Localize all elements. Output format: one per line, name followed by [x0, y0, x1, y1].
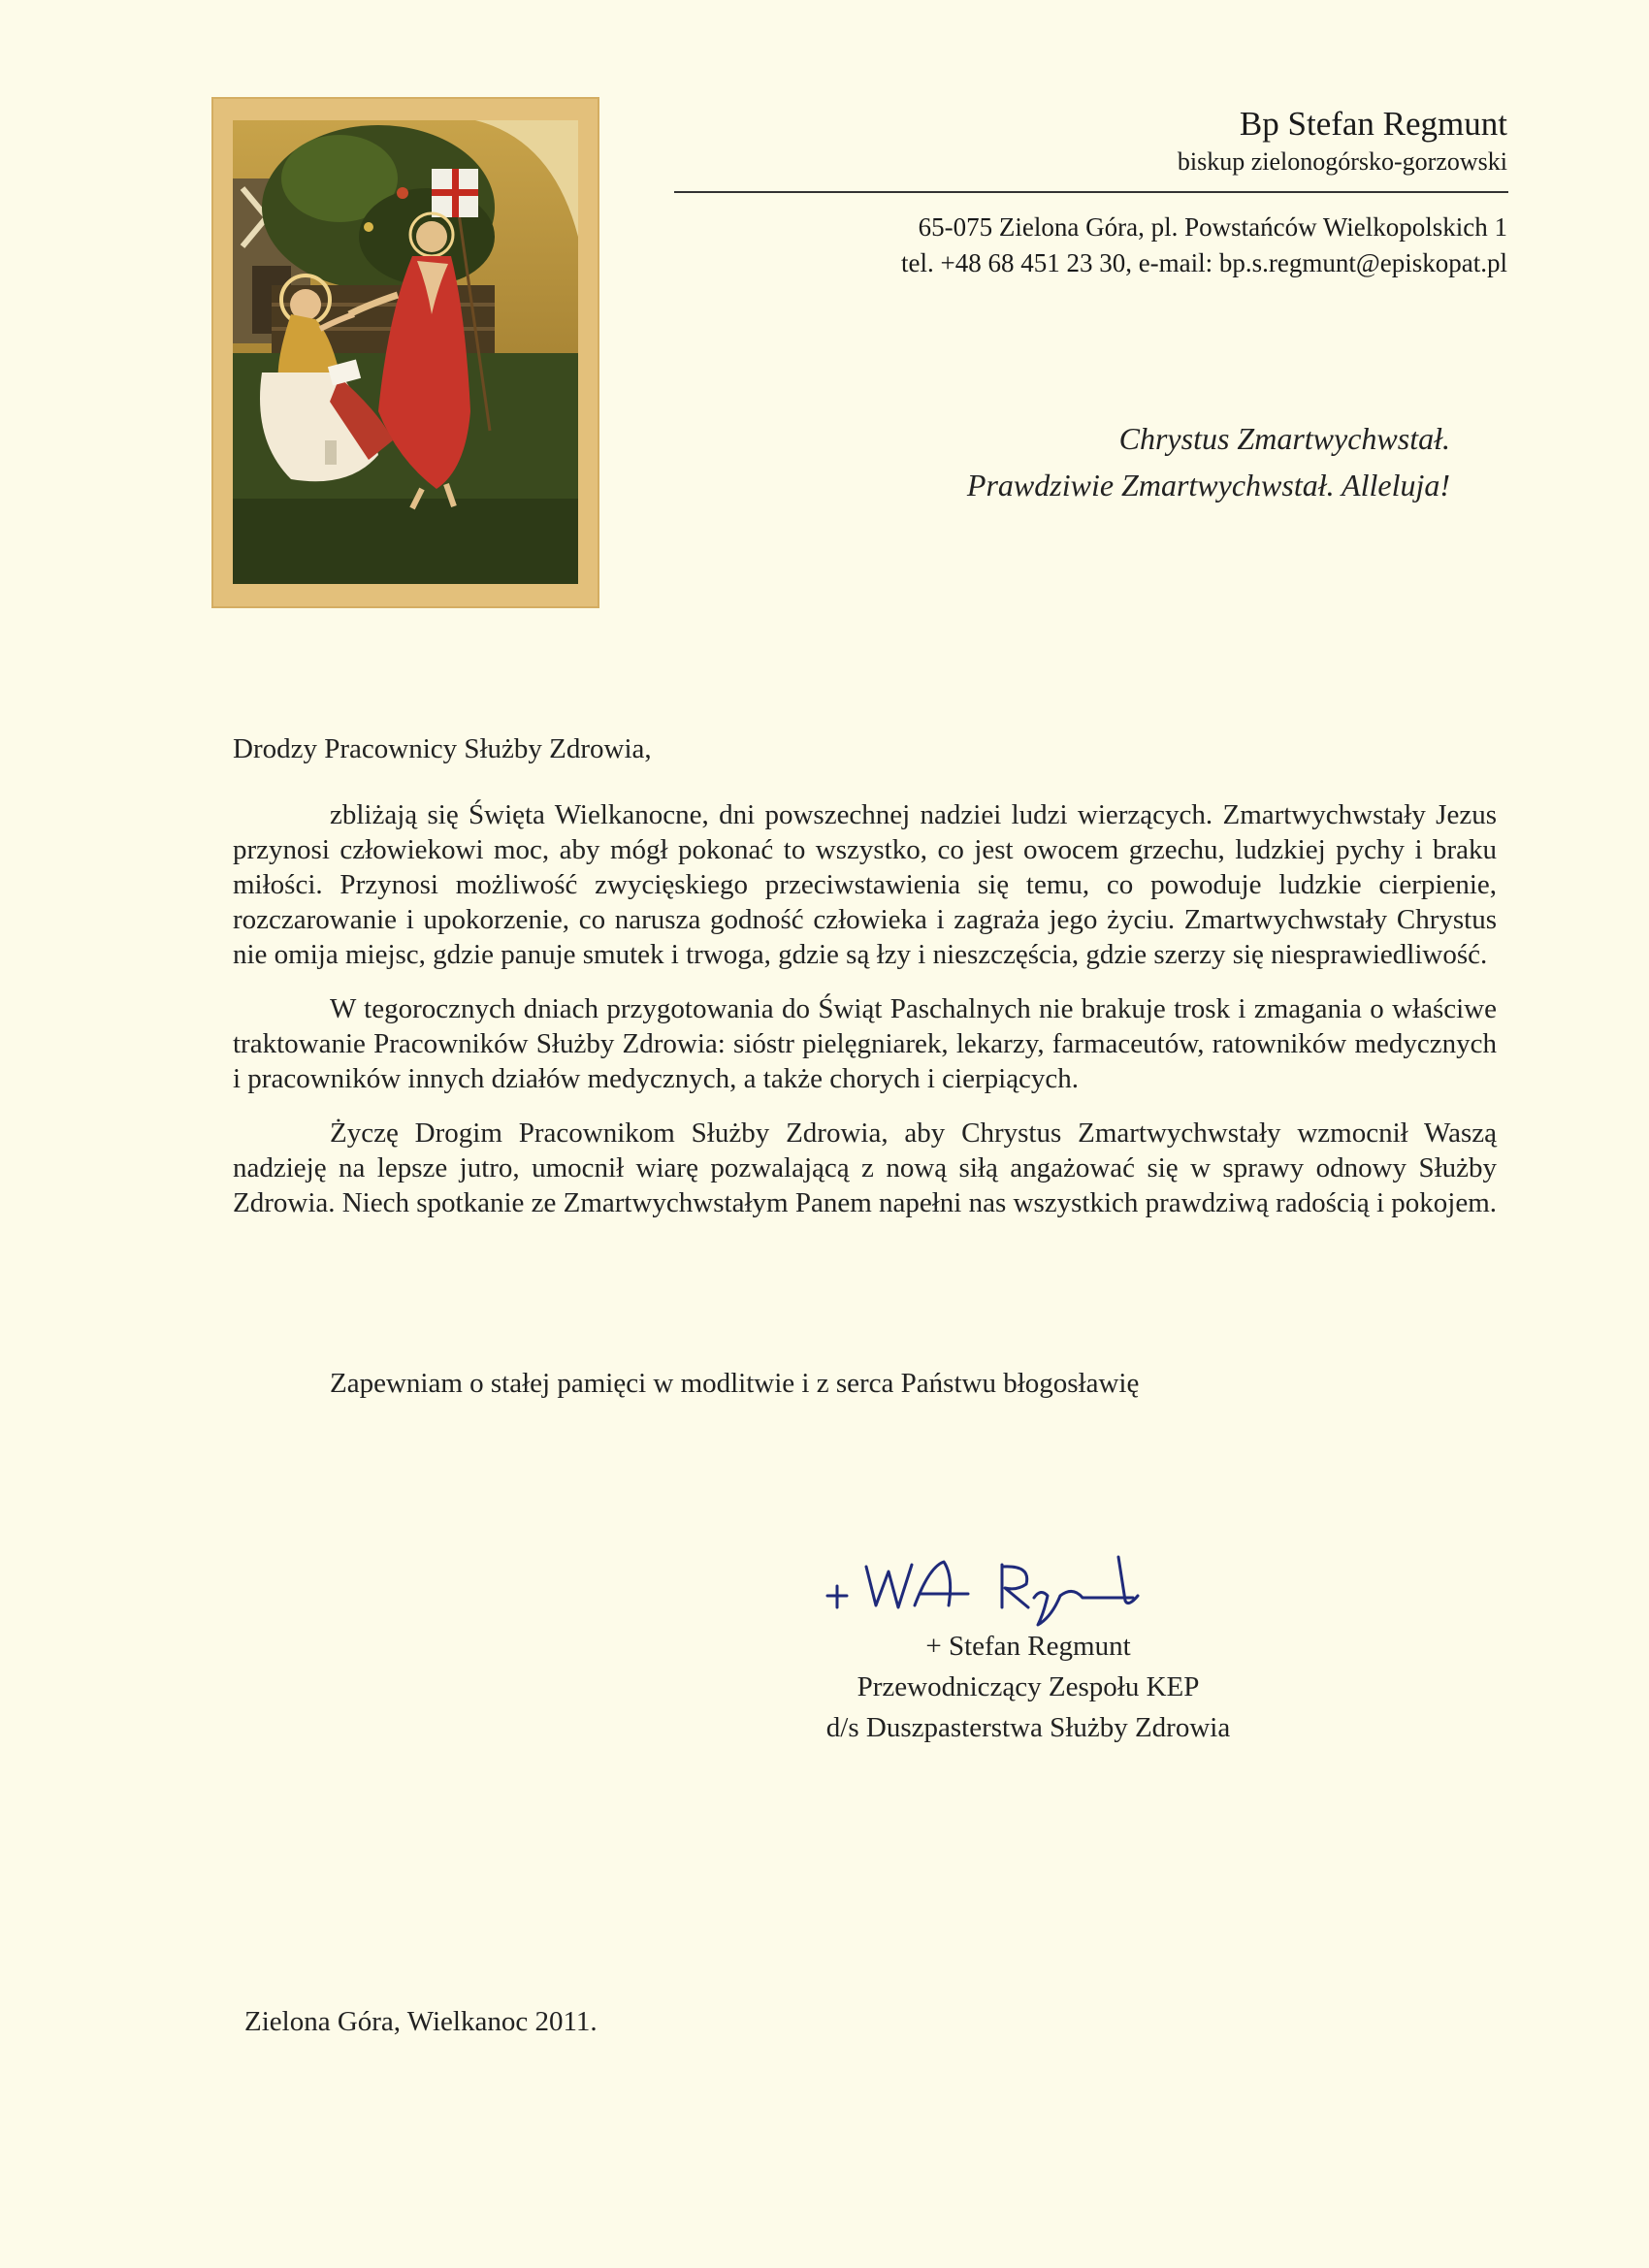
- letterhead-title: biskup zielonogórsko-gorzowski: [1177, 147, 1507, 176]
- resurrection-painting-image: [233, 120, 578, 584]
- letter-body: [233, 797, 1497, 1240]
- easter-greeting-line-1: Chrystus Zmartwychwstał.: [1118, 421, 1450, 456]
- salutation: Drodzy Pracownicy Służby Zdrowia,: [233, 733, 652, 764]
- signatory-role-1: Przewodniczący Zespołu KEP: [857, 1671, 1200, 1702]
- signature-block: [795, 1626, 1261, 1748]
- body-paragraph: Życzę Drogim Pracownikom Służby Zdrowia, aby Chrystus Zmartwychwstały wzmocnił Waszą nadzieję na lepsze jutro, umocnił wiarę pozwalającą z nową siłą angażować się w sprawy odnowy Służby Zdrowia. Niech spotkanie ze Zmartwychwstałym Panem napełni nas wszystkich prawdziwą radością i pokojem.: [233, 1118, 1498, 1218]
- signatory-role-2: d/s Duszpasterstwa Służby Zdrowia: [825, 1712, 1231, 1743]
- letterhead-contact-block: [901, 210, 1507, 281]
- body-paragraph: zbliżają się Święta Wielkanocne, dni powszechnej nadziei ludzi wierzących. Zmartwychwstały Jezus przynosi człowiekowi moc, aby mógł pokonać to wszystko, co jest owocem grzechu, ludzkiej pychy i braku miłości. Przynosi możliwość zwycięskiego przeciwstawienia się temu, co powoduje ludzkie cierpienie, rozczarowanie i upokorzenie, co narusza godność człowieka i zagraża jego życiu. Zmartwychwstały Chrystus nie omija miejsc, gdzie panuje smutek i trwoga, gdzie są łzy i nieszczęścia, gdzie szerzy się niesprawiedliwość.: [233, 799, 1497, 970]
- body-paragraph: W tegorocznych dniach przygotowania do Świąt Paschalnych nie brakuje trosk i zmagania o właściwe traktowanie Pracowników Służby Zdrowia: sióstr pielęgniarek, lekarzy, farmaceutów, ratowników medycznych i pracowników innych działów medycznych, a także chorych i cierpiących.: [233, 993, 1497, 1094]
- letterhead-address: 65-075 Zielona Góra, pl. Powstańców Wielkopolskich 1: [918, 212, 1507, 242]
- place-and-date: Zielona Góra, Wielkanoc 2011.: [244, 2006, 598, 2037]
- letterhead-phone-email: tel. +48 68 451 23 30, e-mail: bp.s.regmunt@episkopat.pl: [900, 248, 1507, 277]
- easter-greeting-line-2: Prawdziwie Zmartwychwstał. Alleluja!: [966, 468, 1450, 502]
- closing-line: Zapewniam o stałej pamięci w modlitwie i z serca Państwu błogosławię: [330, 1368, 1140, 1399]
- letterhead-divider: [674, 191, 1508, 193]
- easter-greeting: [967, 415, 1450, 508]
- letterhead-name: Bp Stefan Regmunt: [1239, 105, 1507, 143]
- easter-painting: [211, 97, 599, 608]
- signatory-name: + Stefan Regmunt: [925, 1631, 1131, 1662]
- handwritten-signature: [823, 1538, 1191, 1635]
